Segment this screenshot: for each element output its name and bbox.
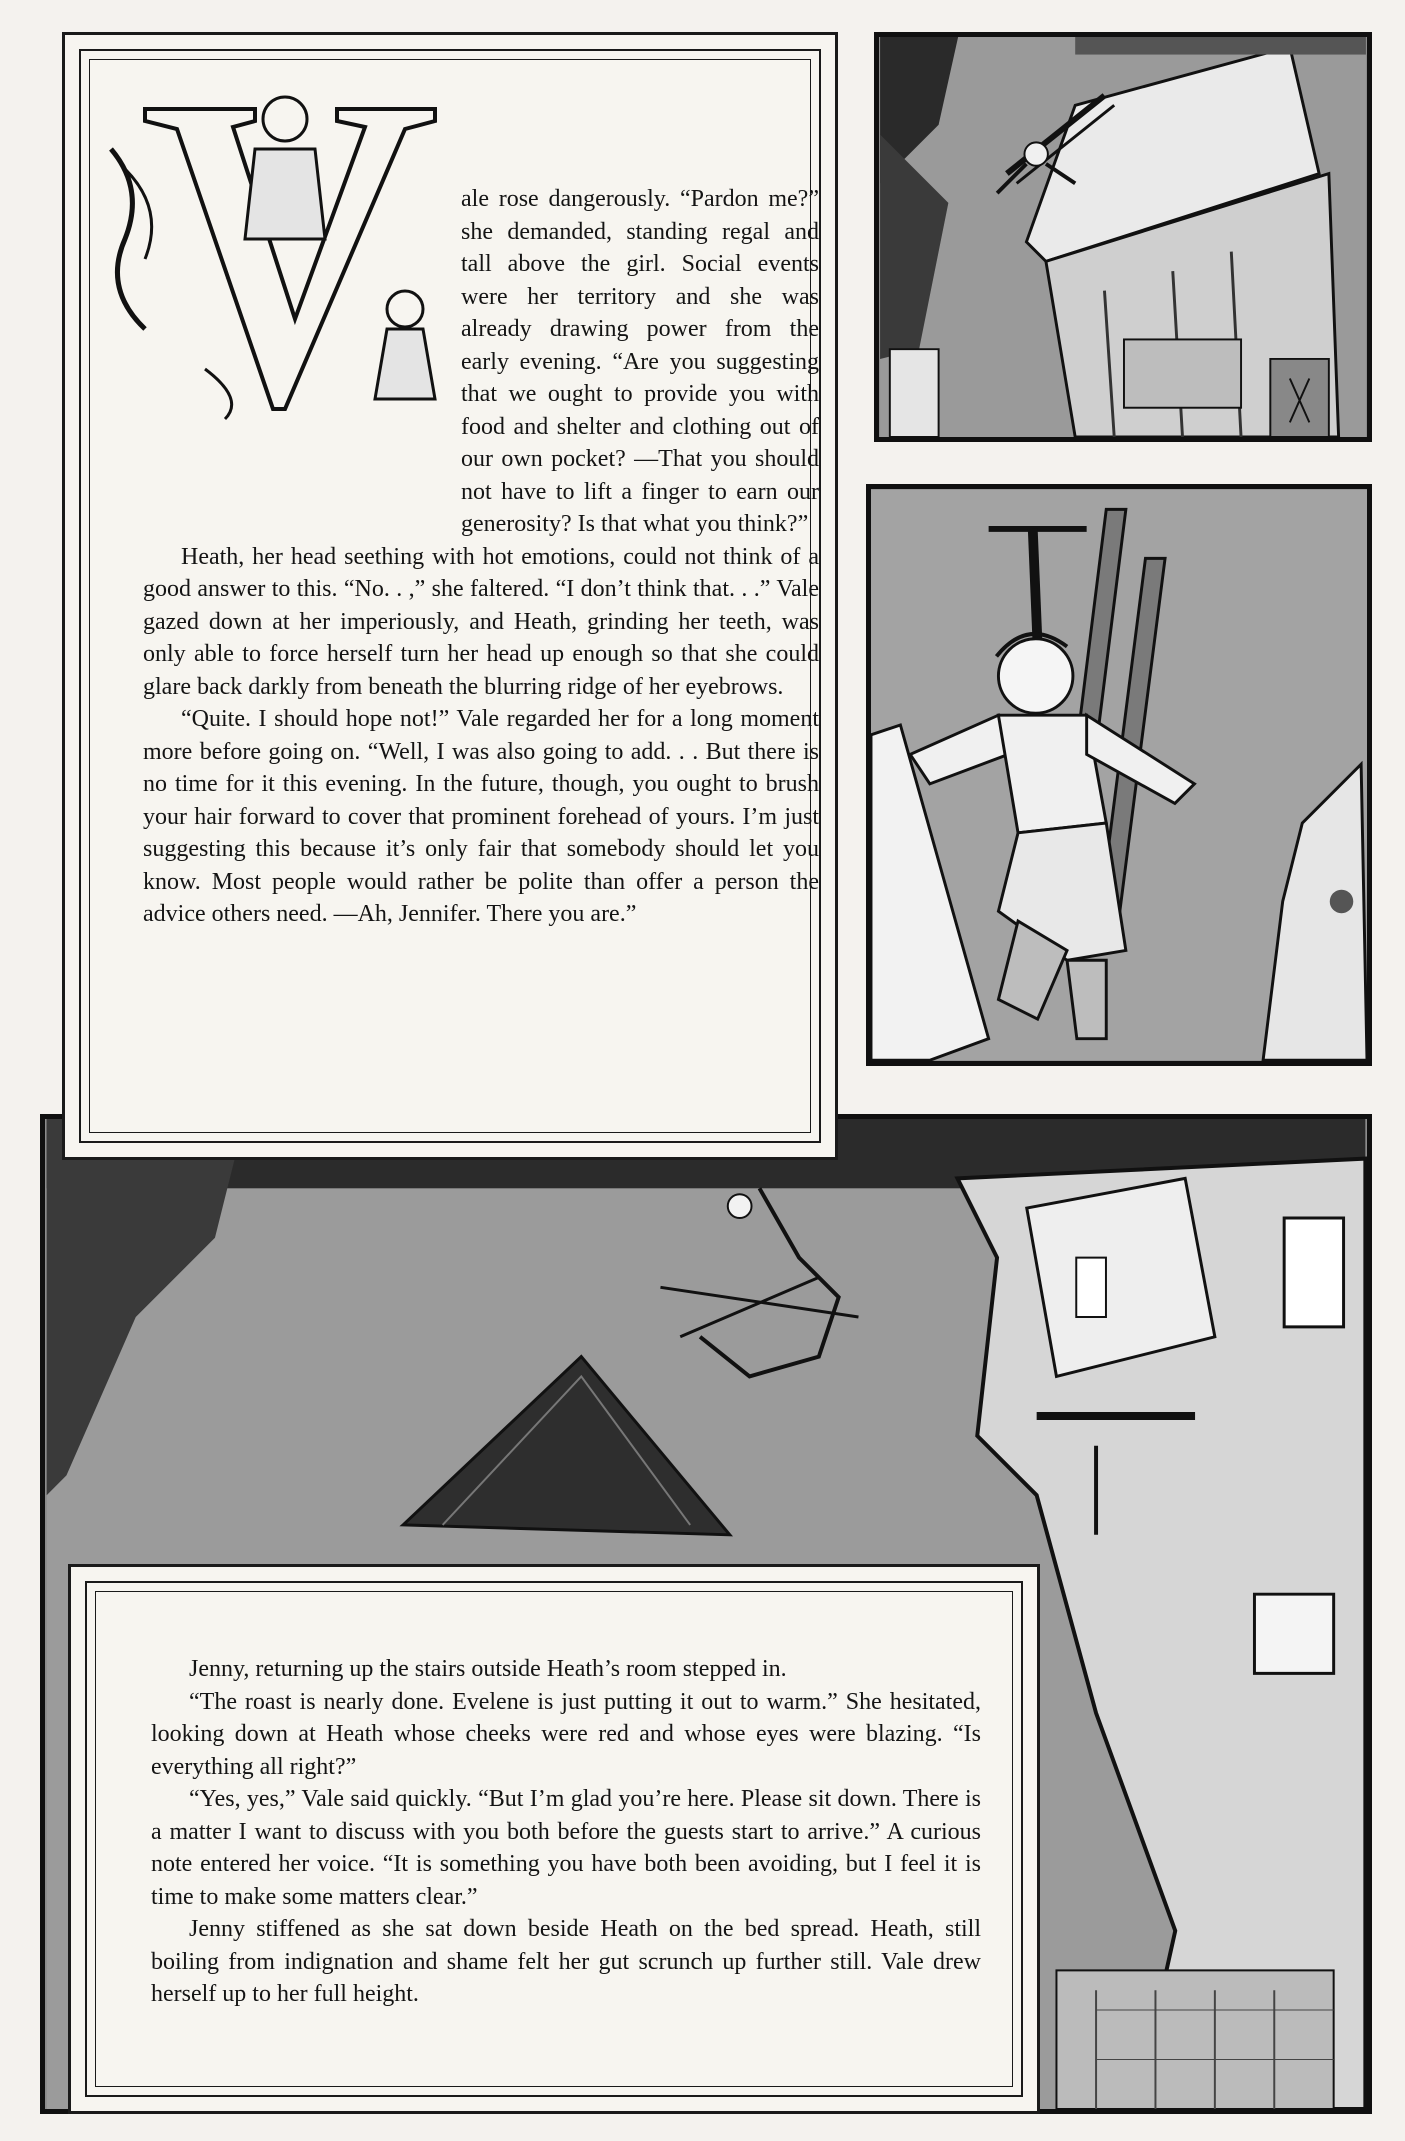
panel-ladder-closeup (866, 484, 1372, 1066)
story-bottom-paragraph-2: “The roast is nearly done. Evelene is just putting it out to warm.” She hesitated, looking down at Heath whose cheeks were red and whose eyes were blazing. “Is everything all right?” (151, 1688, 981, 1780)
story-top-paragraph-3: “Quite. I should hope not!” Vale regarded her for a long moment more before going on. “Well, I was also going to add. . . But there is no time for it this evening. In the future, though, you ought to brush your hair forward to cover that prominent forehead of yours. I’m just suggesting this because it’s only fair that somebody should let you know. Most people would rather be polite than offer a person the advice others need. —Ah, Jennifer. There you are.” (143, 706, 819, 927)
ladder-closeup-illustration (871, 489, 1367, 1061)
panel-rooftop-climb (874, 32, 1372, 442)
story-bottom-paragraph-3: “Yes, yes,” Vale said quickly. “But I’m glad you’re here. Please sit down. There is a matter I want to discuss with you both before the guests start to arrive.” A curious note entered her voice. “It is something you have both been avoiding, but I feel it is time to make some matters clear.” (151, 1786, 981, 1910)
story-top-paragraph-2: Heath, her head seething with hot emotions, could not think of a good answer to this. “No. . ,” she faltered. “I don’t think that. . .” Vale gazed down at her imperiously, and Heath, grinding her teeth, was only able to force herself turn her head up enough so that she could glare back darkly from beneath the blurring ridge of her eyebrows. (143, 543, 819, 700)
story-bottom-paragraph-1: Jenny, returning up the stairs outside Heath’s room stepped in. (189, 1656, 787, 1682)
story-text-box-bottom (68, 1564, 1040, 2114)
story-text-box-top (62, 32, 838, 1160)
story-top-prose (143, 183, 819, 931)
dropcap-letter: V (225, 279, 226, 280)
rooftop-climb-illustration (879, 37, 1367, 437)
story-top-paragraph-1: ale rose dangerously. “Pardon me?” she demanded, standing regal and tall above the girl. Social events were her territory and she was already drawing power from the early evening. “Are you suggesting that we ought to provide you with food and shelter and clothing out of our own pocket? —That you should not have to lift a finger to earn our generosity? Is that what you think?” (461, 186, 819, 537)
story-bottom-prose (151, 1653, 981, 2011)
story-bottom-paragraph-4: Jenny stiffened as she sat down beside Heath on the bed spread. Heath, still boiling from indignation and shame felt her gut scrunch up further still. Vale drew herself up to her full height. (151, 1916, 981, 2007)
